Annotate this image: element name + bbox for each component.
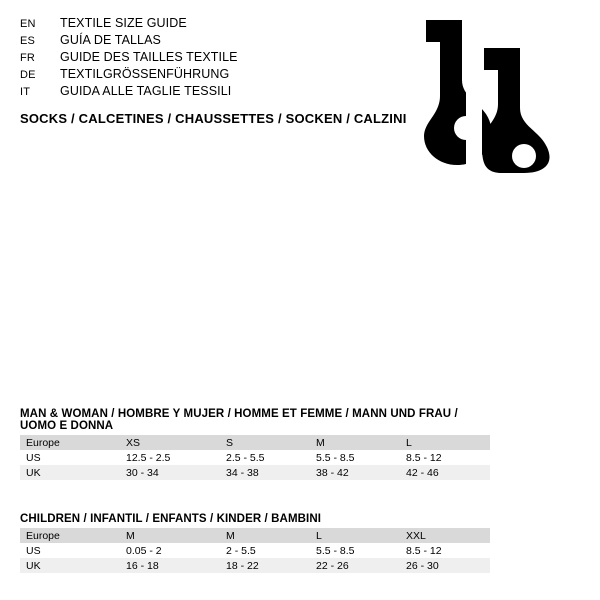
language-row bbox=[20, 50, 380, 67]
language-row bbox=[20, 84, 380, 101]
table-cell: 12.5 - 2.5 bbox=[120, 450, 220, 465]
table-cell: 18 - 22 bbox=[220, 558, 310, 573]
table-cell: 34 - 38 bbox=[220, 465, 310, 480]
language-code: FR bbox=[20, 52, 36, 64]
table-cell: 16 - 18 bbox=[120, 558, 220, 573]
column-header: Europe bbox=[20, 435, 120, 450]
language-row bbox=[20, 33, 380, 50]
language-label: GUIDA ALLE TAGLIE TESSILI bbox=[60, 84, 232, 98]
column-header: L bbox=[400, 435, 490, 450]
language-label: TEXTILE SIZE GUIDE bbox=[60, 16, 187, 30]
children-size-table bbox=[20, 528, 490, 573]
table-cell: 2 - 5.5 bbox=[220, 543, 310, 558]
language-label: GUIDE DES TAILLES TEXTILE bbox=[60, 50, 238, 64]
column-header: M bbox=[220, 528, 310, 543]
language-list bbox=[20, 16, 380, 101]
table-cell: 0.05 - 2 bbox=[120, 543, 220, 558]
language-code: ES bbox=[20, 35, 36, 47]
table-row bbox=[20, 543, 490, 558]
language-code: EN bbox=[20, 18, 36, 30]
children-size-table-block bbox=[20, 513, 490, 573]
adult-size-table bbox=[20, 435, 490, 480]
table-row bbox=[20, 450, 490, 465]
table-header-row bbox=[20, 528, 490, 543]
table-cell: 8.5 - 12 bbox=[400, 543, 490, 558]
adult-size-table-block bbox=[20, 408, 490, 480]
table-cell: 38 - 42 bbox=[310, 465, 400, 480]
table-cell: 2.5 - 5.5 bbox=[220, 450, 310, 465]
table-row bbox=[20, 558, 490, 573]
table-cell: 42 - 46 bbox=[400, 465, 490, 480]
row-label: US bbox=[20, 543, 120, 558]
adult-table-title: MAN & WOMAN / HOMBRE Y MUJER / HOMME ET FEMME / MANN UND FRAU / UOMO E DONNA bbox=[20, 408, 458, 432]
table-header-row bbox=[20, 435, 490, 450]
row-label: US bbox=[20, 450, 120, 465]
table-cell: 26 - 30 bbox=[400, 558, 490, 573]
table-cell: 22 - 26 bbox=[310, 558, 400, 573]
language-code: DE bbox=[20, 69, 36, 81]
children-table-title: CHILDREN / INFANTIL / ENFANTS / KINDER / BAMBINI bbox=[20, 513, 322, 525]
table-cell: 30 - 34 bbox=[120, 465, 220, 480]
row-label: UK bbox=[20, 558, 120, 573]
language-label: TEXTILGRÖSSENFÜHRUNG bbox=[60, 67, 230, 81]
row-label: UK bbox=[20, 465, 120, 480]
table-row bbox=[20, 465, 490, 480]
language-row bbox=[20, 16, 380, 33]
language-code: IT bbox=[20, 86, 31, 98]
table-cell: 8.5 - 12 bbox=[400, 450, 490, 465]
column-header: XS bbox=[120, 435, 220, 450]
column-header: M bbox=[120, 528, 220, 543]
column-header: S bbox=[220, 435, 310, 450]
socks-pair-icon bbox=[404, 18, 564, 173]
language-row bbox=[20, 67, 380, 84]
column-header: XXL bbox=[400, 528, 490, 543]
column-header: M bbox=[310, 435, 400, 450]
column-header: L bbox=[310, 528, 400, 543]
table-cell: 5.5 - 8.5 bbox=[310, 543, 400, 558]
column-header: Europe bbox=[20, 528, 120, 543]
table-cell: 5.5 - 8.5 bbox=[310, 450, 400, 465]
product-category-heading: SOCKS / CALCETINES / CHAUSSETTES / SOCKEN / CALZINI bbox=[20, 111, 407, 126]
language-label: GUÍA DE TALLAS bbox=[60, 33, 161, 47]
